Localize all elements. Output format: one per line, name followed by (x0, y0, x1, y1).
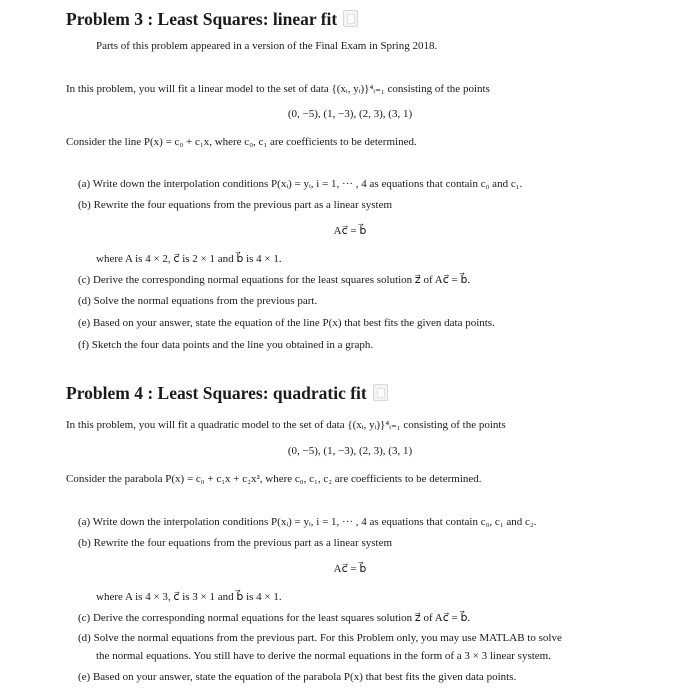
problem-4-part-b: (b) Rewrite the four equations from the previous part as a linear system (78, 537, 393, 549)
problem-3-title (66, 9, 358, 30)
problem-3-where: where A is 4 × 2, c⃗ is 2 × 1 and b⃗ is 4 × 1. (96, 253, 282, 265)
problem-3-system: Ac⃗ = b⃗ (333, 225, 367, 237)
problem-4-title-text: Problem 4 : Least Squares: quadratic fit (66, 383, 367, 403)
edit-note-icon[interactable] (373, 384, 388, 401)
problem-3-part-b: (b) Rewrite the four equations from the previous part as a linear system (78, 199, 393, 211)
problem-4-points: (0, −5), (1, −3), (2, 3), (3, 1) (287, 445, 413, 457)
problem-4-part-d-line1: (d) Solve the normal equations from the previous part. For this Problem only, you may use MATLAB to solve (78, 632, 562, 644)
problem-3-part-c: (c) Derive the corresponding normal equations for the least squares solution z⃗ of Ac⃗ = b⃗. (78, 274, 471, 286)
problem-3-consider: Consider the line P(x) = c₀ + c₁x, where c₀, c₁ are coefficients to be determined. (66, 136, 417, 148)
problem-4-intro: In this problem, you will fit a quadratic model to the set of data {(xᵢ, yᵢ)}⁴ᵢ₌₁ consisting of the points (66, 419, 506, 431)
problem-4-part-a: (a) Write down the interpolation conditions P(xᵢ) = yᵢ, i = 1, ··· , 4 as equations that contain c₀, c₁ and c₂. (78, 516, 537, 528)
problem-4-part-c: (c) Derive the corresponding normal equations for the least squares solution z⃗ of Ac⃗ = b⃗. (78, 612, 471, 624)
problem-4-system: Ac⃗ = b⃗ (333, 563, 367, 575)
problem-3-points: (0, −5), (1, −3), (2, 3), (3, 1) (287, 108, 413, 120)
problem-4-title (66, 383, 388, 404)
problem-3-intro: In this problem, you will fit a linear model to the set of data {(xᵢ, yᵢ)}⁴ᵢ₌₁ consisting of the points (66, 83, 490, 95)
problem-3-part-f: (f) Sketch the four data points and the line you obtained in a graph. (78, 339, 374, 351)
edit-note-icon[interactable] (343, 10, 358, 27)
problem-4-part-e: (e) Based on your answer, state the equation of the parabola P(x) that best fits the given data points. (78, 671, 517, 683)
problem-3-part-d: (d) Solve the normal equations from the previous part. (78, 295, 318, 307)
problem-3-part-a: (a) Write down the interpolation conditions P(xᵢ) = yᵢ, i = 1, ··· , 4 as equations that contain c₀ and c₁. (78, 178, 523, 190)
problem-3-title-text: Problem 3 : Least Squares: linear fit (66, 9, 338, 29)
problem-4-where: where A is 4 × 3, c⃗ is 3 × 1 and b⃗ is 4 × 1. (96, 591, 282, 603)
problem-4-part-d-line2: the normal equations. You still have to derive the normal equations in the form of a 3 × 3 linear system. (96, 650, 551, 662)
problem-3-part-e: (e) Based on your answer, state the equation of the line P(x) that best fits the given data points. (78, 317, 495, 329)
problem-4-consider: Consider the parabola P(x) = c₀ + c₁x + c₂x², where c₀, c₁, c₂ are coefficients to be determined. (66, 473, 482, 485)
problem-3-note: Parts of this problem appeared in a version of the Final Exam in Spring 2018. (96, 40, 438, 52)
